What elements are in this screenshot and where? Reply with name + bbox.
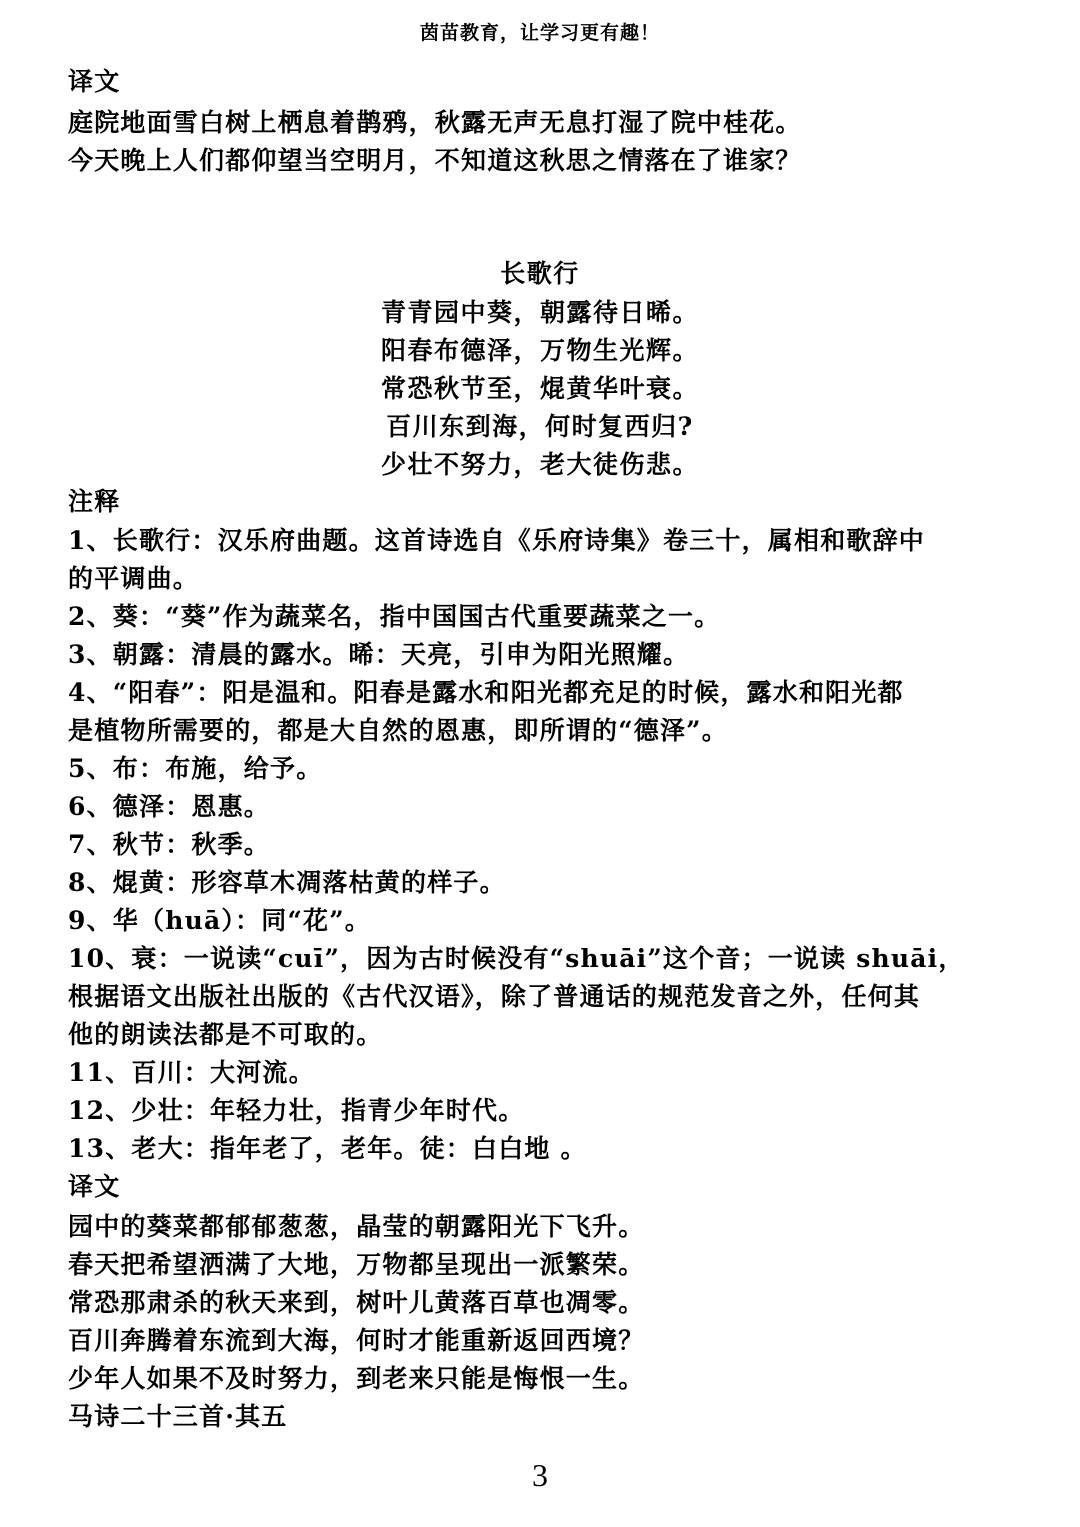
note-line: 根据语文出版社出版的《古代汉语》，除了普通话的规范发音之外，任何其 xyxy=(68,982,921,1011)
note-line: 12、少壮：年轻力壮，指青少年时代。 xyxy=(68,1096,525,1125)
note-line: 10、衰：一说读“cuī”，因为古时候没有“shuāi”这个音；一说读 shuāi， xyxy=(68,944,965,973)
poem-line: 阳春布德泽，万物生光辉。 xyxy=(380,336,699,365)
translation-line: 春天把希望洒满了大地，万物都呈现出一派繁荣。 xyxy=(68,1250,645,1279)
translation-heading: 译文 xyxy=(68,1172,121,1201)
note-line: 11、百川：大河流。 xyxy=(68,1058,315,1087)
note-line: 他的朗读法都是不可取的。 xyxy=(68,1020,383,1049)
note-line: 8、焜黄：形容草木凋落枯黄的样子。 xyxy=(68,868,506,897)
translation-line: 少年人如果不及时努力，到老来只能是悔恨一生。 xyxy=(68,1364,645,1393)
note-line: 7、秋节：秋季。 xyxy=(68,830,270,859)
note-line: 1、长歌行：汉乐府曲题。这首诗选自《乐府诗集》卷三十，属相和歌辞中 xyxy=(68,526,925,555)
note-line: 6、德泽：恩惠。 xyxy=(68,792,270,821)
poem-line: 青青园中葵，朝露待日晞。 xyxy=(380,298,699,327)
poem-title: 长歌行 xyxy=(500,259,580,288)
translation-line: 园中的葵菜都郁郁葱葱，晶莹的朝露阳光下飞升。 xyxy=(68,1212,645,1241)
note-line: 5、布：布施，给予。 xyxy=(68,754,323,783)
poem-line: 常恐秋节至，焜黄华叶衰。 xyxy=(380,374,699,403)
translation-line: 今天晚上人们都仰望当空明月，不知道这秋思之情落在了谁家？ xyxy=(68,146,802,175)
note-line: 的平调曲。 xyxy=(68,564,200,593)
translation-heading: 译文 xyxy=(68,67,121,96)
page-header: 茵苗教育，让学习更有趣！ xyxy=(419,22,660,44)
poem-line: 百川东到海，何时复西归? xyxy=(386,412,694,441)
note-line: 9、华（huā）：同“花”。 xyxy=(68,906,372,935)
note-line: 是植物所需要的，都是大自然的恩惠，即所谓的“德泽”。 xyxy=(68,716,728,745)
translation-line: 常恐那肃杀的秋天来到，树叶儿黄落百草也凋零。 xyxy=(68,1288,645,1317)
note-line: 13、老大：指年老了，老年。徒：白白地 。 xyxy=(68,1134,587,1163)
next-poem-title: 马诗二十三首·其五 xyxy=(68,1402,288,1431)
notes-heading: 注释 xyxy=(68,487,121,516)
translation-line: 庭院地面雪白树上栖息着鹊鸦，秋露无声无息打湿了院中桂花。 xyxy=(68,108,802,137)
page-number: 3 xyxy=(532,1457,548,1493)
translation-line: 百川奔腾着东流到大海，何时才能重新返回西境？ xyxy=(68,1326,645,1355)
poem-line: 少壮不努力，老大徒伤悲。 xyxy=(380,450,699,479)
note-line: 4、“阳春”：阳是温和。阳春是露水和阳光都充足的时候，露水和阳光都 xyxy=(68,678,904,707)
note-line: 2、葵：“葵”作为蔬菜名，指中国国古代重要蔬菜之一。 xyxy=(68,602,721,631)
note-line: 3、朝露：清晨的露水。晞：天亮，引申为阳光照耀。 xyxy=(68,640,690,669)
